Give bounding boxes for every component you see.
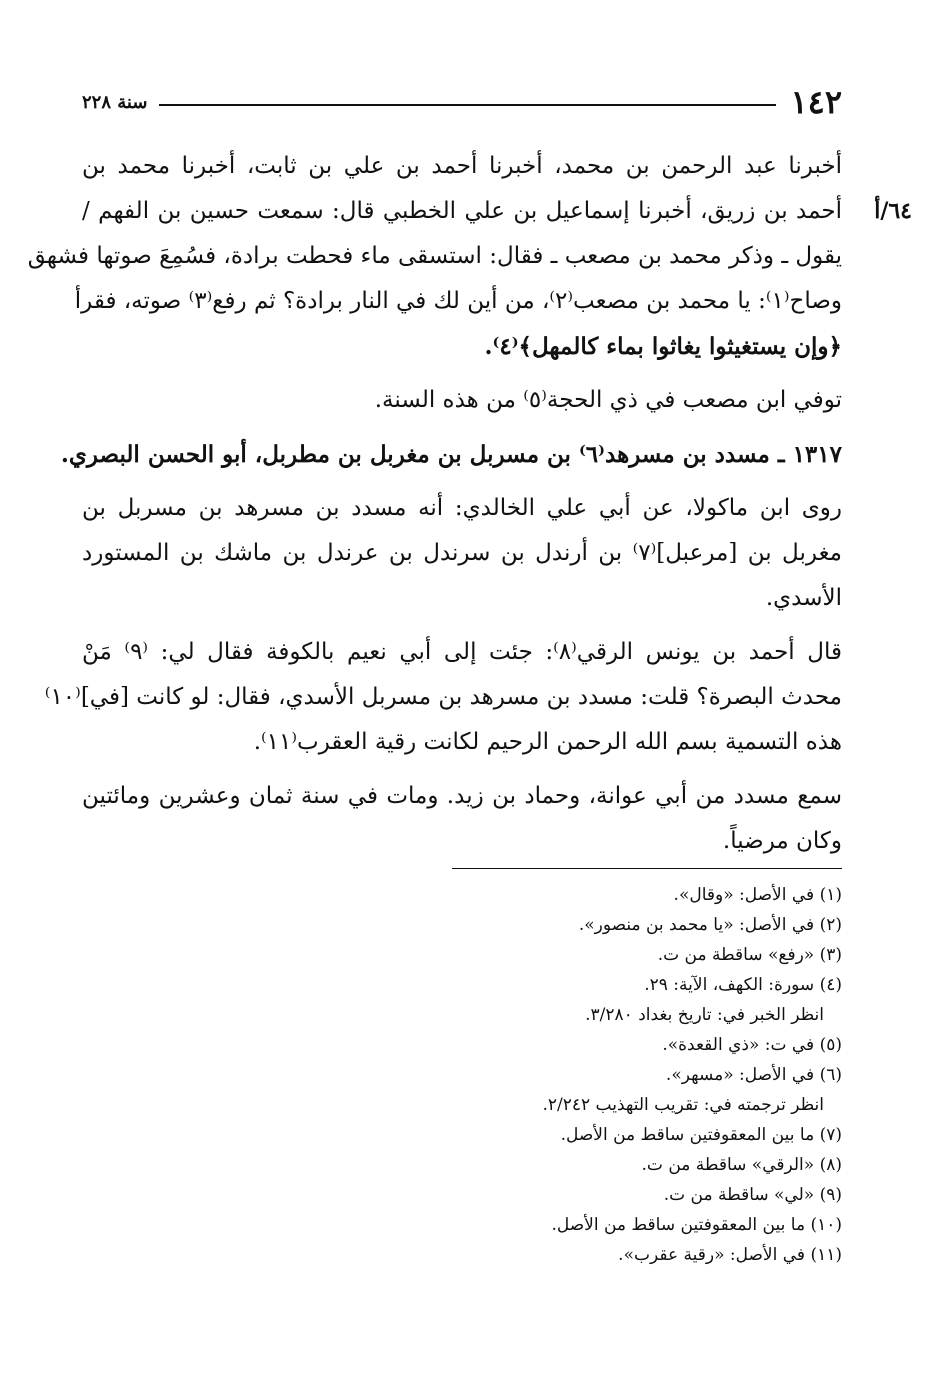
- footnote-continuation: انظر الخبر في: تاريخ بغداد ٣/٢٨٠.: [585, 1005, 824, 1025]
- text-line: أخبرنا عبد الرحمن بن محمد، أخبرنا أحمد بن علي بن ثابت، أخبرنا محمد بن: [82, 153, 842, 179]
- header-rule: [159, 104, 776, 106]
- text-line: توفي ابن مصعب في ذي الحجة⁽٥⁾ من هذه السنة.: [374, 387, 842, 413]
- footnote: (٩) «لي» ساقطة من ت.: [663, 1185, 842, 1205]
- footnote: (١٠) ما بين المعقوفتين ساقط من الأصل.: [551, 1215, 842, 1235]
- footnote: (٣) «رفع» ساقطة من ت.: [657, 945, 842, 965]
- entry-heading-text: ١٣١٧ ـ مسدد بن مسرهد⁽٦⁾ بن مسربل بن مغربل بن مطربل، أبو الحسن البصري.: [60, 441, 842, 468]
- text-line: الأسدي.: [765, 585, 842, 611]
- year-label: سنة ٢٢٨: [82, 91, 148, 113]
- paragraph-2: [82, 378, 842, 423]
- paragraph-3: [82, 486, 842, 621]
- footnote: (٦) في الأصل: «مسهر».: [665, 1065, 842, 1085]
- footnote: (٨) «الرقي» ساقطة من ت.: [641, 1155, 842, 1175]
- footnote: (٧) ما بين المعقوفتين ساقط من الأصل.: [560, 1125, 842, 1145]
- footnote: (٢) في الأصل: «يا محمد بن منصور».: [578, 915, 842, 935]
- page-number: ١٤٢: [790, 83, 842, 121]
- book-page: [27, 82, 912, 1362]
- page-header: [82, 82, 842, 122]
- text-line: وكان مرضياً.: [722, 828, 842, 854]
- text-line: يقول ـ وذكر محمد بن مصعب ـ فقال: استسقى ماء فحطت برادة، فسُمِعَ صوتها فشهق: [27, 243, 842, 269]
- entry-heading: [60, 432, 842, 477]
- footnote: (١) في الأصل: «وقال».: [673, 885, 842, 905]
- paragraph-5: [82, 774, 842, 864]
- body-text: [27, 144, 912, 873]
- text-line: روى ابن ماكولا، عن أبي علي الخالدي: أنه مسدد بن مسرهد بن مسربل بن: [82, 495, 842, 521]
- footnote-separator: [452, 868, 842, 869]
- text-line: سمع مسدد من أبي عوانة، وحماد بن زيد. ومات في سنة ثمان وعشرين ومائتين: [82, 783, 842, 809]
- manuscript-folio-ref: ٦٤/أ: [874, 198, 912, 224]
- text-line: محدث البصرة؟ قلت: مسدد بن مسرهد بن مسربل الأسدي، فقال: لو كانت [في]⁽١٠⁾: [44, 684, 842, 710]
- paragraph-4: [44, 630, 842, 765]
- text-line: أحمد بن زريق، أخبرنا إسماعيل بن علي الخطبي قال: سمعت حسين بن الفهم /: [82, 198, 842, 224]
- quran-verse-line: ﴿وإن يستغيثوا يغاثوا بماء كالمهل﴾⁽٤⁾.: [484, 333, 842, 360]
- footnote: (٤) سورة: الكهف، الآية: ٢٩.: [644, 975, 842, 995]
- footnote: (٥) في ت: «ذي القعدة».: [662, 1035, 842, 1055]
- text-line: هذه التسمية بسم الله الرحمن الرحيم لكانت رقية العقرب⁽١١⁾.: [253, 729, 842, 755]
- text-line: وصاح⁽١⁾: يا محمد بن مصعب⁽٢⁾، من أين لك في النار برادة؟ ثم رفع⁽٣⁾ صوته، فقرأ: [74, 288, 842, 314]
- paragraph-1: [27, 144, 912, 369]
- text-line: قال أحمد بن يونس الرقي⁽٨⁾: جئت إلى أبي نعيم بالكوفة فقال لي: ⁽٩⁾ مَنْ: [82, 639, 842, 665]
- footnote: (١١) في الأصل: «رقية عقرب».: [618, 1245, 842, 1265]
- footnote-continuation: انظر ترجمته في: تقريب التهذيب ٢/٢٤٢.: [542, 1095, 824, 1115]
- footnotes: [82, 880, 842, 1270]
- text-line: مغربل بن [مرعبل]⁽٧⁾ بن أرندل بن سرندل بن عرندل بن ماشك بن المستورد: [82, 540, 842, 566]
